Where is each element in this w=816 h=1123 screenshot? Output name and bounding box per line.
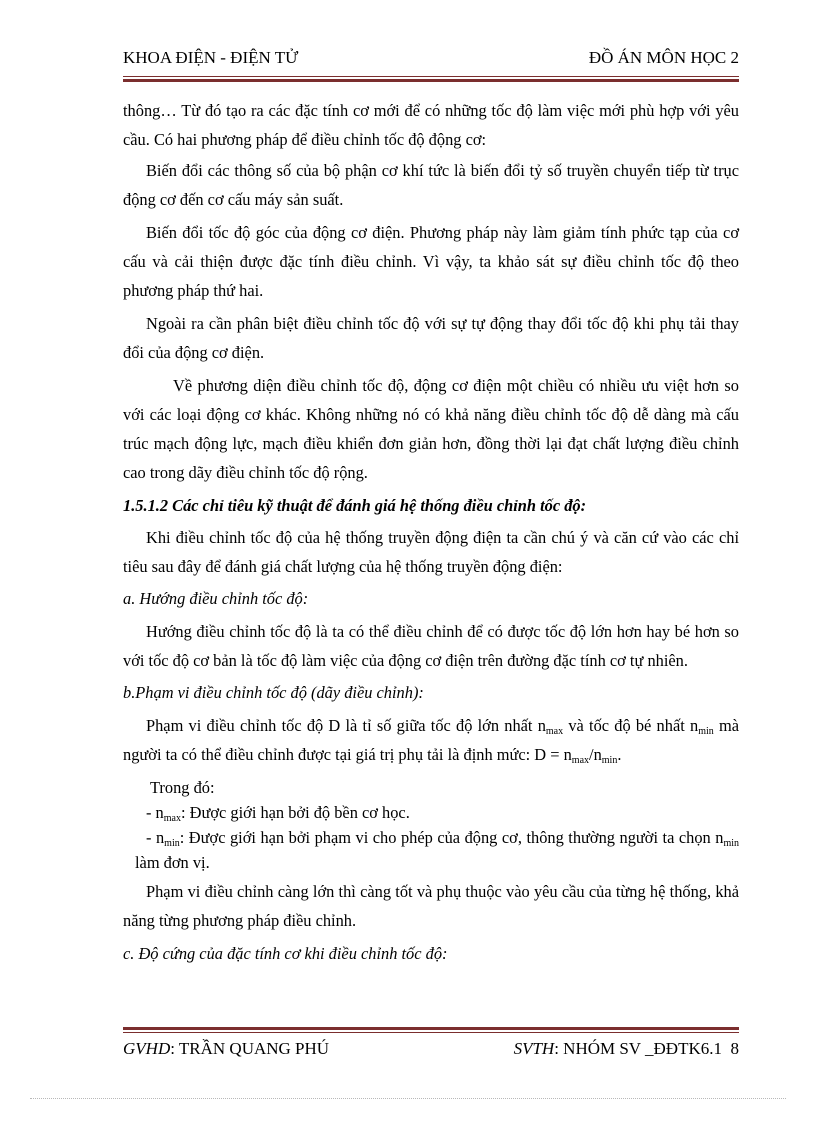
p8-slash: /n <box>589 745 602 764</box>
footer-advisor <box>123 1039 329 1059</box>
p8-sub-min-2: min <box>601 755 618 766</box>
bullet-nmax <box>123 800 739 825</box>
paragraph-4: Ngoài ra cần phân biệt điều chỉnh tốc độ với sự tự động thay đổi tốc độ khi phụ tải thay đổi của động cơ điện. <box>123 314 739 362</box>
subheading-a: a. Hướng điều chỉnh tốc độ: <box>123 589 309 608</box>
bullet-1-text: : Được giới hạn bởi độ bền cơ học. <box>180 803 410 822</box>
footer-students <box>514 1039 739 1059</box>
bullet-2-sub-2: min <box>723 838 739 849</box>
header-rule-thin <box>123 76 739 77</box>
paragraph-8 <box>123 711 739 769</box>
subheading-c: c. Độ cứng của đặc tính cơ khi điều chỉnh tốc độ: <box>123 944 448 963</box>
paragraph-7: Hướng điều chỉnh tốc độ là ta có thể điều chỉnh để có được tốc độ lớn hơn hay bé hơn so với tốc độ cơ bản là tốc độ làm việc của động cơ điện trên đường đặc tính cơ tự nhiên. <box>123 622 739 670</box>
page-number: 8 <box>730 1039 739 1058</box>
page-header <box>123 48 739 72</box>
paragraph-5: Về phương diện điều chỉnh tốc độ, động cơ điện một chiều có nhiều ưu việt hơn so với các loại động cơ khác. Không những nó có khả năng điều chỉnh tốc độ dễ dàng mà cấu trúc mạch động lực, mạch điều khiển đơn giản hơn, đồng thời lại đạt chất lượng điều chỉnh cao trong dãy điều chỉnh tốc độ rộng. <box>123 376 739 482</box>
paragraph-2: Biến đổi các thông số của bộ phận cơ khí tức là biến đổi tỷ số truyền chuyển tiếp từ trục động cơ đến cơ cấu máy sản suất. <box>123 161 739 209</box>
footer-svth-name: : NHÓM SV _ĐĐTK6.1 <box>554 1039 722 1058</box>
p8-text-b: và tốc độ bé nhất n <box>563 716 699 735</box>
p8-sub-max-2: max <box>571 755 590 766</box>
p8-sub-max: max <box>545 726 564 737</box>
bullet-2-end: làm đơn vị. <box>135 853 210 872</box>
p8-sub-min: min <box>698 726 714 737</box>
trong-do: Trong đó: <box>150 778 215 797</box>
section-heading: 1.5.1.2 Các chỉ tiêu kỹ thuật để đánh giá hệ thống điều chỉnh tốc độ: <box>123 496 587 515</box>
footer-svth-label: SVTH <box>513 1039 555 1058</box>
bullet-2-text: : Được giới hạn bởi phạm vi cho phép của động cơ, thông thường người ta chọn n <box>179 828 724 847</box>
header-faculty: KHOA ĐIỆN - ĐIỆN TỬ <box>123 48 299 67</box>
paragraph-9: Phạm vi điều chỉnh càng lớn thì càng tốt và phụ thuộc vào yêu cầu của từng hệ thống, khả năng từng phương pháp điều chỉnh. <box>123 882 739 930</box>
header-rule-thick <box>123 79 739 82</box>
bullet-2-dash: - n <box>146 828 165 847</box>
footer-rule-thick <box>123 1027 739 1030</box>
bullet-2-sub: min <box>164 838 180 849</box>
page-footer <box>123 1039 739 1063</box>
footer-rule-thin <box>123 1032 739 1033</box>
bullet-nmin <box>123 825 739 875</box>
footer-gvhd-label: GVHD <box>123 1039 171 1058</box>
page-body <box>123 96 739 969</box>
footer-gvhd-name: : TRẦN QUANG PHÚ <box>170 1039 330 1058</box>
header-course: ĐỒ ÁN MÔN HỌC 2 <box>588 48 739 67</box>
paragraph-1: thông… Từ đó tạo ra các đặc tính cơ mới để có những tốc độ làm việc mới phù hợp với yêu cầu. Có hai phương pháp để điều chỉnh tốc độ động cơ: <box>123 101 739 149</box>
paragraph-6: Khi điều chỉnh tốc độ của hệ thống truyền động điện ta cần chú ý và căn cứ vào các chỉ tiêu sau đây để đánh giá chất lượng của hệ thống truyền động điện: <box>123 528 739 576</box>
p8-end: . <box>617 745 622 764</box>
p8-text-a: Phạm vi điều chỉnh tốc độ D là tỉ số giữa tốc độ lớn nhất n <box>146 716 546 735</box>
paragraph-3: Biến đổi tốc độ góc của động cơ điện. Phương pháp này làm giảm tính phức tạp của cơ cấu và cải thiện được đặc tính điều chỉnh. Vì vậy, ta khảo sát sự điều chỉnh tốc độ theo phương pháp thứ hai. <box>123 223 739 300</box>
bullet-1-sub: max <box>163 813 181 824</box>
bullet-1-dash: - n <box>146 803 164 822</box>
page-bottom-dotted-line <box>30 1098 786 1099</box>
p8-text-c: mà người ta có thể điều chỉnh được tại giá trị phụ tải là định mức: D = n <box>123 716 739 764</box>
subheading-b: b.Phạm vi điều chỉnh tốc độ (dãy điều chỉnh): <box>123 683 424 702</box>
